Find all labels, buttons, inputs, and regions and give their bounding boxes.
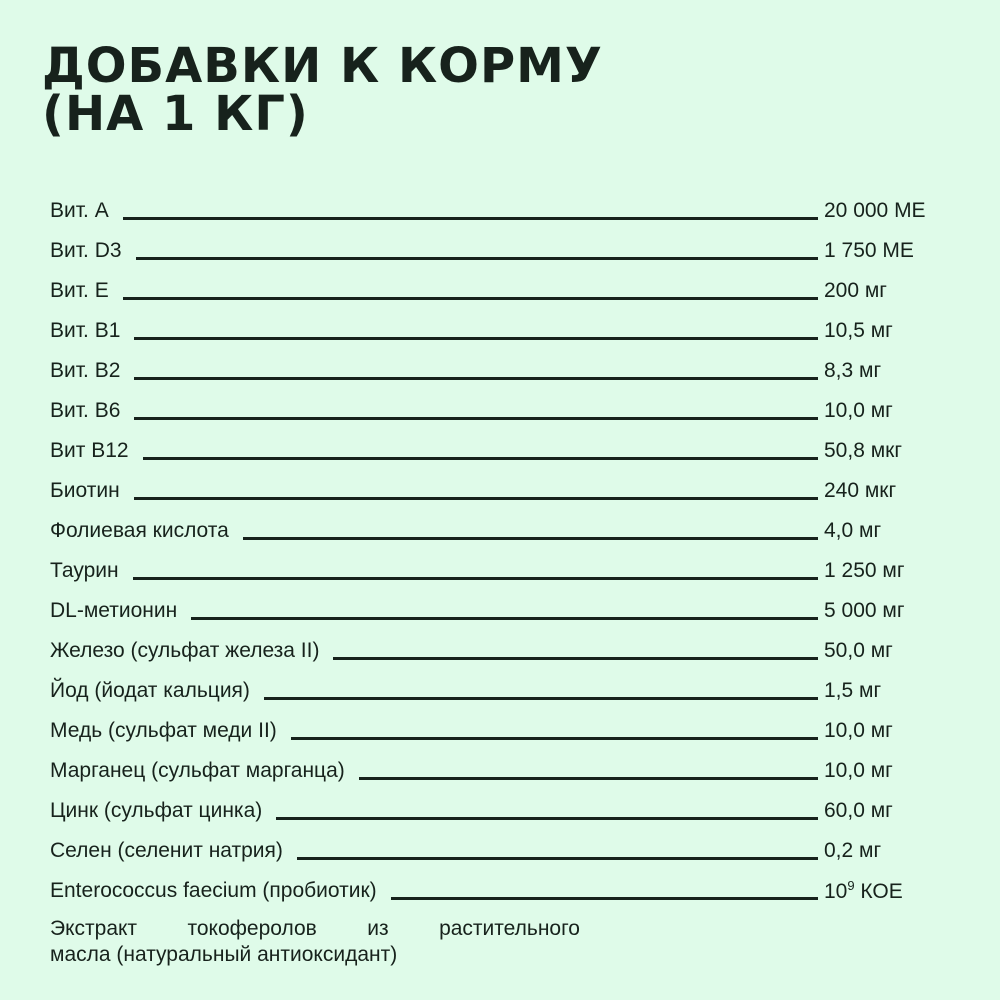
footnote-line-2: масла (натуральный антиоксидант) [50,943,398,966]
item-label: Таурин [50,559,119,582]
list-item [50,711,950,751]
dotted-leader [134,497,818,500]
item-value: 20 000 МЕ [824,199,926,222]
item-label: Железо (сульфат железа II) [50,639,320,662]
list-item [50,351,950,391]
item-value: 10,0 мг [824,719,893,742]
item-value: 4,0 мг [824,519,882,542]
list-item [50,631,950,671]
dotted-leader [276,817,818,820]
item-label: Вит. D3 [50,239,122,262]
supplements-list [50,191,950,911]
list-item [50,591,950,631]
dotted-leader [264,697,818,700]
item-label: Биотин [50,479,120,502]
item-value: 10,0 мг [824,759,893,782]
list-item [50,671,950,711]
footnote [50,916,580,968]
dotted-leader [243,537,818,540]
item-value: 5 000 мг [824,599,905,622]
item-label: DL-метионин [50,599,178,622]
list-item [50,831,950,871]
item-label: Вит. B6 [50,399,121,422]
item-value: 10,5 мг [824,319,893,342]
list-item [50,791,950,831]
list-item [50,551,950,591]
value-exponent: 9 [847,878,855,893]
dotted-leader [391,897,818,900]
item-label: Вит B12 [50,439,129,462]
item-value: 200 мг [824,279,887,302]
list-item [50,191,950,231]
item-value: 240 мкг [824,479,897,502]
item-value: 0,2 мг [824,839,882,862]
item-value: 50,0 мг [824,639,893,662]
title-line-2: (НА 1 КГ) [42,86,309,142]
item-label: Марганец (сульфат марганца) [50,759,345,782]
item-value: 60,0 мг [824,799,893,822]
dotted-leader [359,777,818,780]
item-value [824,878,950,904]
page-title [42,38,603,142]
dotted-leader [291,737,818,740]
dotted-leader [123,217,818,220]
item-value: 1,5 мг [824,679,882,702]
item-label: Йод (йодат кальция) [50,679,250,702]
item-label: Enterococcus faecium (пробиотик) [50,879,377,902]
dotted-leader [134,377,818,380]
list-item [50,431,950,471]
list-item [50,311,950,351]
dotted-leader [191,617,818,620]
dotted-leader [333,657,818,660]
item-value: 50,8 мкг [824,439,902,462]
item-value: 10,0 мг [824,399,893,422]
item-label: Цинк (сульфат цинка) [50,799,263,822]
dotted-leader [133,577,818,580]
list-item [50,511,950,551]
item-label: Вит. B1 [50,319,121,342]
item-label: Медь (сульфат меди II) [50,719,277,742]
footnote-line-1: Экстракт токоферолов из растительного [50,917,580,940]
list-item [50,391,950,431]
item-label: Вит. B2 [50,359,121,382]
item-label: Селен (селенит натрия) [50,839,283,862]
list-item [50,271,950,311]
item-value: 8,3 мг [824,359,882,382]
value-base: 10 [824,880,848,903]
dotted-leader [143,457,818,460]
list-item [50,751,950,791]
item-label: Вит. A [50,199,109,222]
list-item [50,231,950,271]
item-label: Вит. E [50,279,109,302]
list-item [50,871,950,911]
title-line-1: ДОБАВКИ К КОРМУ [42,38,603,94]
dotted-leader [123,297,818,300]
value-unit: КОЕ [854,880,903,903]
dotted-leader [134,337,818,340]
item-value: 1 250 мг [824,559,905,582]
item-label: Фолиевая кислота [50,519,229,542]
dotted-leader [134,417,818,420]
list-item [50,471,950,511]
dotted-leader [297,857,818,860]
dotted-leader [136,257,818,260]
item-value: 1 750 МЕ [824,239,914,262]
